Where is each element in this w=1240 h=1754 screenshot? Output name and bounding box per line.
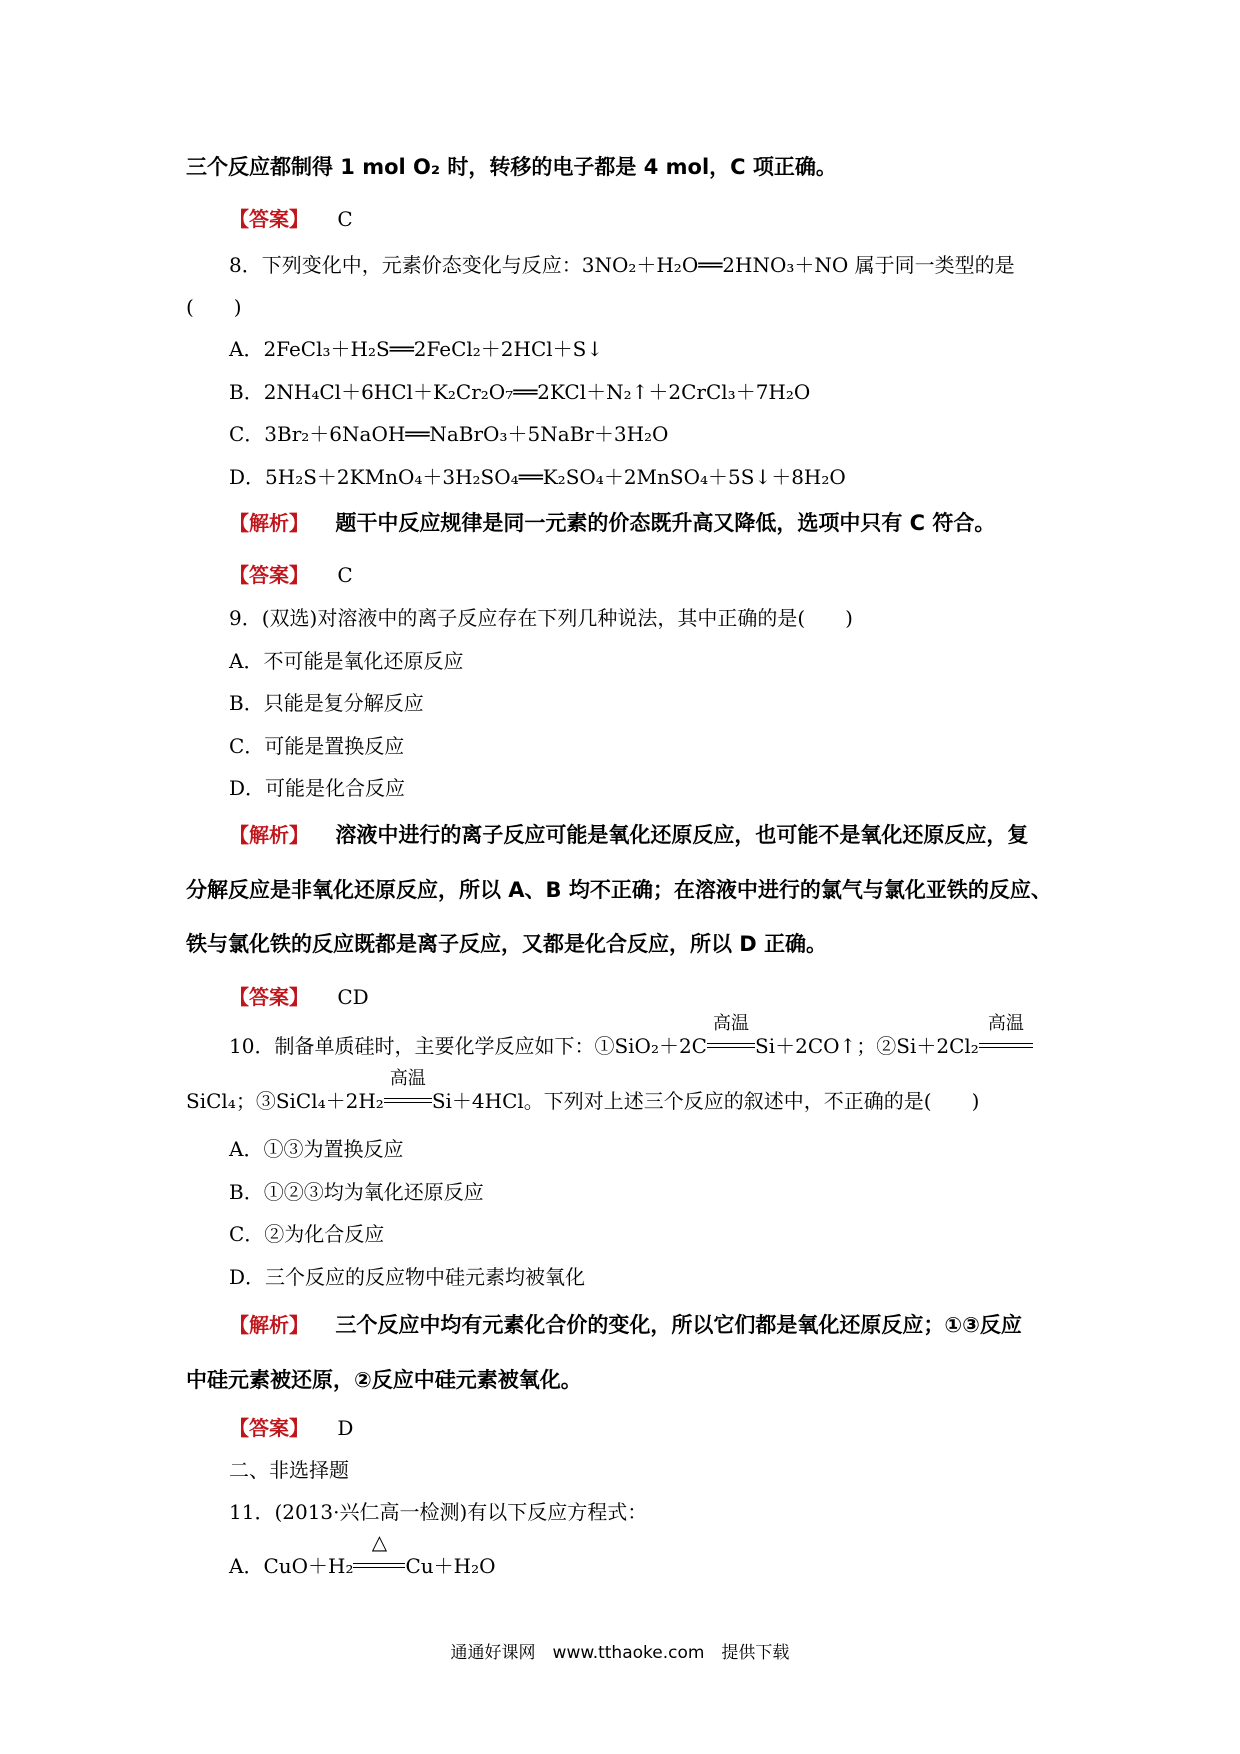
section-heading: 二、非选择题 [229, 1458, 349, 1482]
stem-part: Si＋4HCl。下列对上述三个反应的叙述中，不正确的是( ) [431, 1089, 980, 1113]
answer-row [229, 982, 369, 1012]
answer-tag: 【答案】 [229, 563, 309, 587]
question-11-stem: 11．(2013·兴仁高一检测)有以下反应方程式： [229, 1500, 648, 1524]
question-8-paren: ( ) [186, 295, 242, 319]
stem-part: Cu＋H₂O [405, 1554, 496, 1578]
option-a [229, 1530, 496, 1581]
analysis-text: 分解反应是非氧化还原反应，所以 A、B 均不正确；在溶液中进行的氯气与氯化亚铁的反应、 [186, 878, 1052, 902]
analysis-row [229, 1310, 1022, 1340]
answer-row [229, 560, 353, 590]
analysis-text: 铁与氯化铁的反应既都是离子反应，又都是化合反应，所以 D 正确。 [186, 932, 828, 956]
stem-part: A．CuO＋H₂ [229, 1554, 354, 1578]
page-footer: 通通好课网 www.tthaoke.com 提供下载 [450, 1643, 790, 1663]
answer-row [229, 204, 353, 234]
stem-part: 10．制备单质硅时，主要化学反应如下：①SiO₂＋2C [229, 1034, 707, 1058]
stem-part: Si＋2CO↑；②Si＋2Cl₂ [755, 1034, 979, 1058]
question-9-stem: 9．(双选)对溶液中的离子反应存在下列几种说法，其中正确的是( ) [229, 606, 853, 630]
analysis-text: 中硅元素被还原，②反应中硅元素被氧化。 [186, 1368, 582, 1392]
answer-tag: 【答案】 [229, 985, 309, 1009]
answer-tag: 【答案】 [229, 207, 309, 231]
answer-row [229, 1413, 353, 1443]
reaction-arrow [707, 1013, 755, 1061]
option-b: B．2NH₄Cl＋6HCl＋K₂Cr₂O₇══2KCl＋N₂↑＋2CrCl₃＋7H₂O [229, 380, 811, 404]
condition-label: 高温 [987, 1013, 1024, 1034]
option-d: D．可能是化合反应 [229, 776, 406, 800]
option-a: A．①③为置换反应 [229, 1137, 404, 1161]
analysis-row [229, 508, 995, 538]
option-d: D．三个反应的反应物中硅元素均被氧化 [229, 1265, 586, 1289]
question-10-stem-cont [186, 1068, 980, 1116]
question-8-stem: 8．下列变化中，元素价态变化与反应：3NO₂＋H₂O══2HNO₃＋NO 属于同一类型的是 [229, 253, 1015, 277]
analysis-text: 溶液中进行的离子反应可能是氧化还原反应，也可能不是氧化还原反应，复 [335, 823, 1029, 847]
option-c: C．可能是置换反应 [229, 734, 405, 758]
text-line: 三个反应都制得 1 mol O₂ 时，转移的电子都是 4 mol，C 项正确。 [186, 155, 837, 179]
answer-tag: 【答案】 [229, 1416, 309, 1440]
reaction-arrow [384, 1068, 432, 1116]
option-a: A．2FeCl₃＋H₂S══2FeCl₂＋2HCl＋S↓ [229, 337, 604, 361]
option-a: A．不可能是氧化还原反应 [229, 649, 464, 673]
analysis-tag: 【解析】 [229, 823, 309, 847]
answer-value: C [337, 207, 353, 231]
stem-part: SiCl₄；③SiCl₄＋2H₂ [186, 1089, 384, 1113]
condition-label: 高温 [389, 1068, 426, 1089]
answer-value: CD [337, 985, 369, 1009]
option-c: C．②为化合反应 [229, 1222, 385, 1246]
analysis-tag: 【解析】 [229, 511, 309, 535]
answer-value: D [337, 1416, 354, 1440]
reaction-arrow [979, 1013, 1033, 1061]
option-b: B．只能是复分解反应 [229, 691, 424, 715]
analysis-tag: 【解析】 [229, 1313, 309, 1337]
analysis-row [229, 820, 1028, 850]
reaction-arrow [353, 1530, 405, 1581]
condition-label: △ [371, 1530, 388, 1554]
answer-value: C [337, 563, 353, 587]
condition-label: 高温 [713, 1013, 749, 1034]
question-10-stem [229, 1013, 1033, 1061]
option-d: D．5H₂S＋2KMnO₄＋3H₂SO₄══K₂SO₄＋2MnSO₄＋5S↓＋8H₂O [229, 465, 846, 489]
option-b: B．①②③均为氧化还原反应 [229, 1180, 484, 1204]
analysis-text: 三个反应中均有元素化合价的变化，所以它们都是氧化还原反应；①③反应 [335, 1313, 1022, 1337]
analysis-text: 题干中反应规律是同一元素的价态既升高又降低，选项中只有 C 符合。 [335, 511, 996, 535]
option-c: C．3Br₂＋6NaOH══NaBrO₃＋5NaBr＋3H₂O [229, 422, 669, 446]
